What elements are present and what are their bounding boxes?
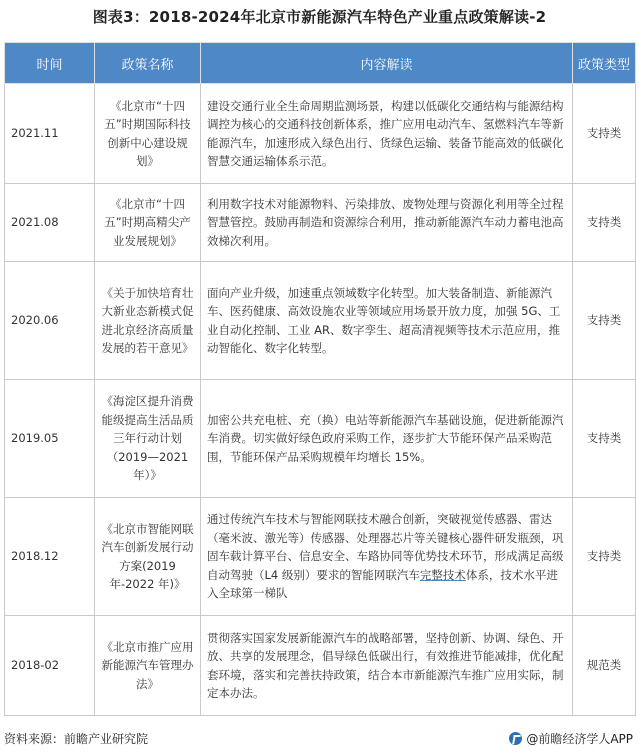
page-title: 图表3：2018-2024年北京市新能源汽车特色产业重点政策解读-2 [92, 8, 547, 26]
cell-content: 贯彻落实国家发展新能源汽车的战略部署，坚持创新、协调、绿色、开放、共享的发展理念，倡导绿色低碳出行，有效推进节能减排，优化配套环境，落实和完善扶持政策，结合本市新能源汽车推广应用实际，制定本办法。 [201, 616, 573, 716]
cell-time: 2021.08 [5, 184, 95, 262]
table-row [5, 84, 636, 184]
cell-policy-name: 《北京市“十四五”时期高精尖产业发展规划》 [95, 184, 201, 262]
cell-time: 2018-02 [5, 616, 95, 716]
content-text: 体系，技术水平进入全球第一梯队 [207, 567, 558, 601]
cell-policy-type: 支持类 [573, 498, 636, 616]
table-row [5, 184, 636, 262]
cell-content: 加密公共充电桩、充（换）电站等新能源汽车基础设施，促进新能源汽车消费。切实做好绿色政府采购工作，逐步扩大节能环保产品采购范围，节能环保产品采购规模年均增长 15%。 [201, 380, 573, 498]
table-row [5, 616, 636, 716]
table-header-row [5, 43, 636, 84]
cell-policy-name: 《关于加快培育壮大新业态新模式促进北京经济高质量发展的若干意见》 [95, 262, 201, 380]
cell-policy-type: 支持类 [573, 380, 636, 498]
qianzhan-logo-icon [509, 732, 522, 745]
cell-time: 2021.11 [5, 84, 95, 184]
cell-policy-type: 支持类 [573, 84, 636, 184]
policy-table-container [4, 42, 635, 716]
header-content: 内容解读 [201, 43, 573, 84]
content-highlight: 完整技术 [419, 567, 466, 582]
app-name: @前瞻经济学人APP [526, 732, 633, 746]
policy-table [4, 42, 636, 716]
cell-content: 面向产业升级，加速重点领域数字化转型。加大装备制造、新能源汽车、医药健康、高效设施农业等领域应用场景开放力度，加强 5G、工业自动化控制、工业 AR、数字孪生、超高清视频等技术示范应用，推动智能化、数字化转型。 [201, 262, 573, 380]
cell-content: 建设交通行业全生命周期监测场景，构建以低碳化交通结构与能源结构调控为核心的交通科技创新体系，推广应用电动汽车、氢燃料汽车等新能源汽车，加速形成入绿色出行、货绿色运输、装备节能高效的低碳化智慧交通运输体系示范。 [201, 84, 573, 184]
table-row [5, 498, 636, 616]
header-policy-name: 政策名称 [95, 43, 201, 84]
cell-policy-name: 《北京市“十四五”时期国际科技创新中心建设规划》 [95, 84, 201, 184]
table-row [5, 380, 636, 498]
cell-policy-type: 规范类 [573, 616, 636, 716]
footer [4, 730, 635, 752]
cell-time: 2018.12 [5, 498, 95, 616]
cell-policy-name: 《北京市智能网联汽车创新发展行动方案(2019年-2022 年)》 [95, 498, 201, 616]
app-credit [509, 730, 633, 747]
cell-policy-type: 支持类 [573, 262, 636, 380]
cell-time: 2019.05 [5, 380, 95, 498]
cell-content [201, 498, 573, 616]
content-text: 通过传统汽车技术与智能网联技术融合创新，突破视觉传感器、雷达（毫米波、激光等）传感器、处理器芯片等关键核心器件研发瓶颈，巩固车载计算平台、信息安全、车路协同等优势技术环节，形成满足高级自动驾驶（L4 级别）要求的智能网联汽车 [207, 512, 564, 582]
cell-policy-type: 支持类 [573, 184, 636, 262]
header-policy-type: 政策类型 [573, 43, 636, 84]
header-time: 时间 [5, 43, 95, 84]
cell-policy-name: 《北京市推广应用新能源汽车管理办法》 [95, 616, 201, 716]
table-row [5, 262, 636, 380]
cell-policy-name: 《海淀区提升消费能级提高生活品质三年行动计划（2019—2021年）》 [95, 380, 201, 498]
cell-content: 利用数字技术对能源物料、污染排放、废物处理与资源化利用等全过程智慧管控。鼓励再制造和资源综合利用，推动新能源汽车动力蓄电池高效梯次利用。 [201, 184, 573, 262]
cell-time: 2020.06 [5, 262, 95, 380]
source-note: 资料来源：前瞻产业研究院 [4, 732, 149, 746]
